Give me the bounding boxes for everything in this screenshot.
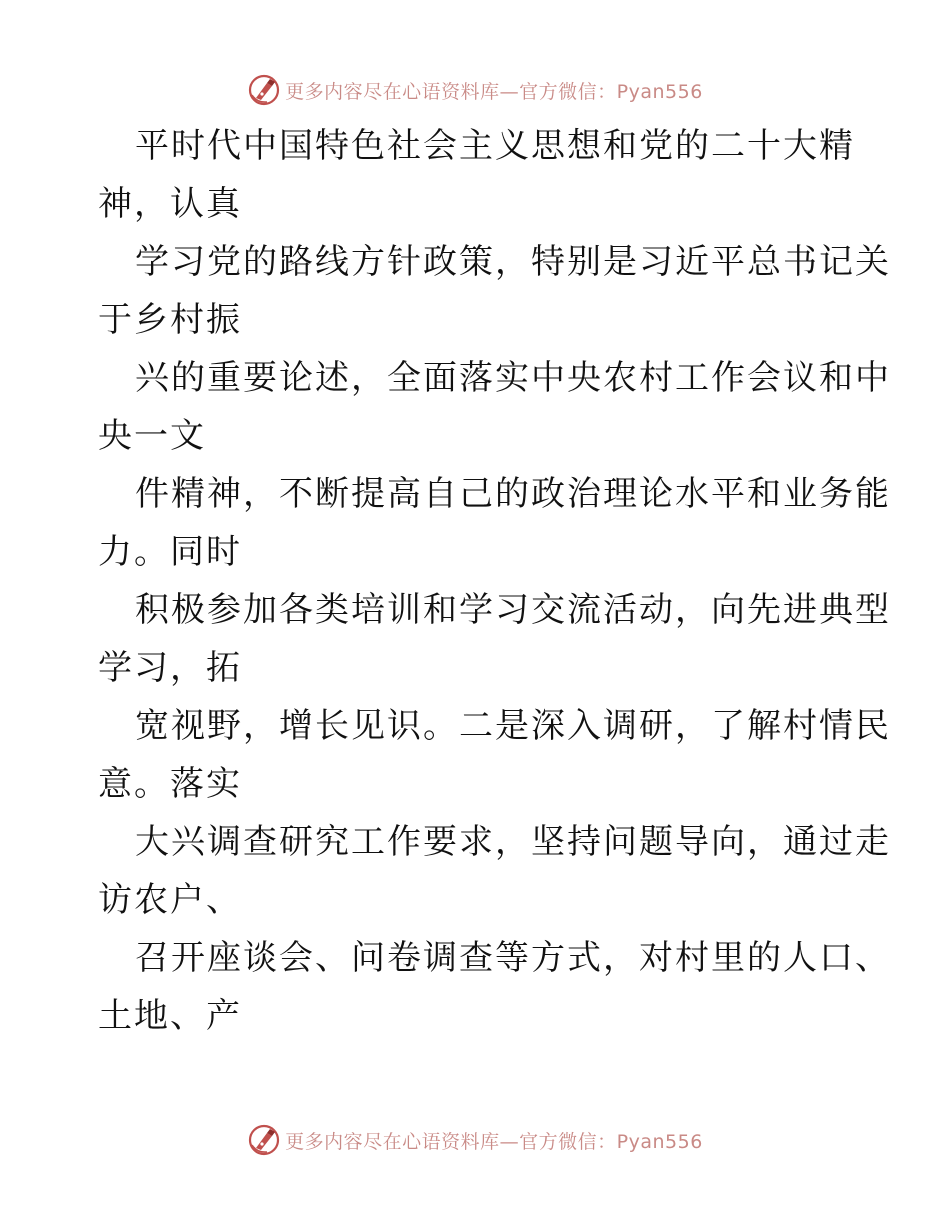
text-line: 意。落实 <box>98 764 242 804</box>
text-line: 召开座谈会、问卷调查等方式，对村里的人口、 <box>135 938 891 978</box>
text-line: 神，认真 <box>98 184 242 224</box>
text-line: 央一文 <box>98 416 206 456</box>
text-line: 学习党的路线方针政策，特别是习近平总书记关 <box>135 242 891 282</box>
text-line: 兴的重要论述，全面落实中央农村工作会议和中 <box>135 358 891 398</box>
text-line: 件精神，不断提高自己的政治理论水平和业务能 <box>135 474 891 514</box>
text-line: 学习，拓 <box>98 648 242 688</box>
watermark-handle: Pyan556 <box>616 1130 703 1153</box>
text-line: 土地、产 <box>98 996 242 1036</box>
text-line: 访农户、 <box>98 880 242 920</box>
text-line: 力。同时 <box>98 532 242 572</box>
text-line: 大兴调查研究工作要求，坚持问题导向，通过走 <box>135 822 891 862</box>
text-line: 于乡村振 <box>98 300 242 340</box>
text-line: 平时代中国特色社会主义思想和党的二十大精 <box>135 126 855 166</box>
footer-watermark <box>0 1120 950 1160</box>
watermark-handle: Pyan556 <box>616 80 703 103</box>
text-line: 积极参加各类培训和学习交流活动，向先进典型 <box>135 590 891 630</box>
header-watermark <box>0 70 950 110</box>
pen-nib-logo-icon <box>247 73 281 107</box>
pen-nib-logo-icon <box>247 1123 281 1157</box>
watermark-text: 更多内容尽在心语资料库—官方微信：Pyan556 <box>285 1130 703 1153</box>
watermark-text: 更多内容尽在心语资料库—官方微信：Pyan556 <box>285 80 703 103</box>
text-line: 宽视野，增长见识。二是深入调研，了解村情民 <box>135 706 891 746</box>
